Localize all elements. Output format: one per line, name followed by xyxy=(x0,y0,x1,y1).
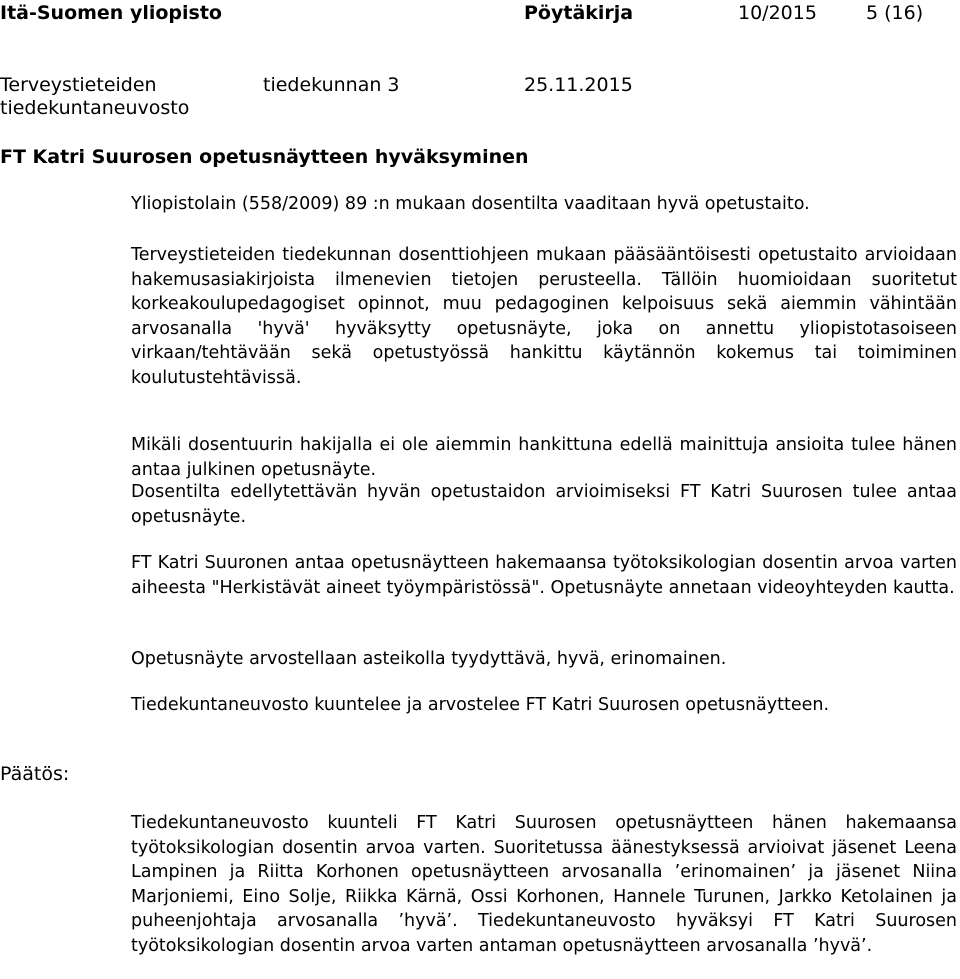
university-name: Itä-Suomen yliopisto xyxy=(0,2,222,24)
paragraph-text: Terveystieteiden tiedekunnan dosenttiohjeen mukaan pääsääntöisesti opetustaito arvioidaan hakemusasiakirjoista ilmenevien tietojen perusteella. Tällöin huomioidaan suoritetut korkeakoulupedagogiset opinnot, muu pedagoginen kelpoisuus sekä aiemmin vähintään arvosanalla 'hyvä' hyväksytty opetusnäyte, joka on annettu yliopistotasoiseen virkaan/tehtävään sekä opetustyössä hankittu käytännön kokemus tai toimiminen koulutustehtävissä. xyxy=(131,245,957,388)
body-name-line1: Terveystieteiden xyxy=(0,74,157,96)
paragraph-3 xyxy=(131,433,957,482)
paragraph-2 xyxy=(131,243,957,391)
page-number: 5 (16) xyxy=(866,2,924,24)
paragraph-7 xyxy=(131,693,957,718)
paragraph-text: Mikäli dosentuurin hakijalla ei ole aiemmin hankittuna edellä mainittuja ansioita tulee hänen antaa julkinen opetusnäyte. xyxy=(131,435,957,480)
paragraph-4 xyxy=(131,480,957,529)
paragraph-text: Tiedekuntaneuvosto kuuntelee ja arvostelee FT Katri Suurosen opetusnäytteen. xyxy=(131,695,830,715)
decision-block xyxy=(131,811,957,959)
paragraph-text: FT Katri Suuronen antaa opetusnäytteen hakemaansa työtoksikologian dosentin arvoa varten aiheesta "Herkistävät aineet työympäristössä". Opetusnäyte annetaan videoyhteyden kautta. xyxy=(131,553,957,598)
paragraph-1 xyxy=(131,192,957,217)
document-number: 10/2015 xyxy=(738,2,817,24)
meeting-date: 25.11.2015 xyxy=(524,74,633,96)
body-name-line2: tiedekuntaneuvosto xyxy=(0,97,190,119)
paragraph-6 xyxy=(131,647,957,672)
paragraph-text: Opetusnäyte arvostellaan asteikolla tyydyttävä, hyvä, erinomainen. xyxy=(131,649,727,669)
paragraph-text: Yliopistolain (558/2009) 89 :n mukaan dosentilta vaaditaan hyvä opetustaito. xyxy=(131,194,810,214)
paragraph-text: Dosentilta edellytettävän hyvän opetustaidon arvioimiseksi FT Katri Suurosen tulee antaa opetusnäyte. xyxy=(131,482,957,527)
paragraph-5 xyxy=(131,551,957,600)
section-title: FT Katri Suurosen opetusnäytteen hyväksyminen xyxy=(0,146,529,168)
decision-label: Päätös: xyxy=(0,763,70,785)
decision-text: Tiedekuntaneuvosto kuunteli FT Katri Suurosen opetusnäytteen hänen hakemaansa työtoksikologian dosentin arvoa varten. Suoritetussa äänestyksessä arvioivat jäsenet Leena Lampinen ja Riitta Korhonen opetusnäytteen arvosanalla ’erinomainen’ ja jäsenet Niina Marjoniemi, Eino Solje, Riikka Kärnä, Ossi Korhonen, Hannele Turunen, Jarkko Ketolainen ja puheenjohtaja arvosanalla ’hyvä’. Tiedekuntaneuvosto hyväksyi FT Katri Suurosen työtoksikologian dosentin arvoa varten antaman opetusnäytteen arvosanalla ’hyvä’. xyxy=(131,813,957,956)
meeting-number: tiedekunnan 3 xyxy=(263,74,400,96)
document-type: Pöytäkirja xyxy=(524,2,634,24)
